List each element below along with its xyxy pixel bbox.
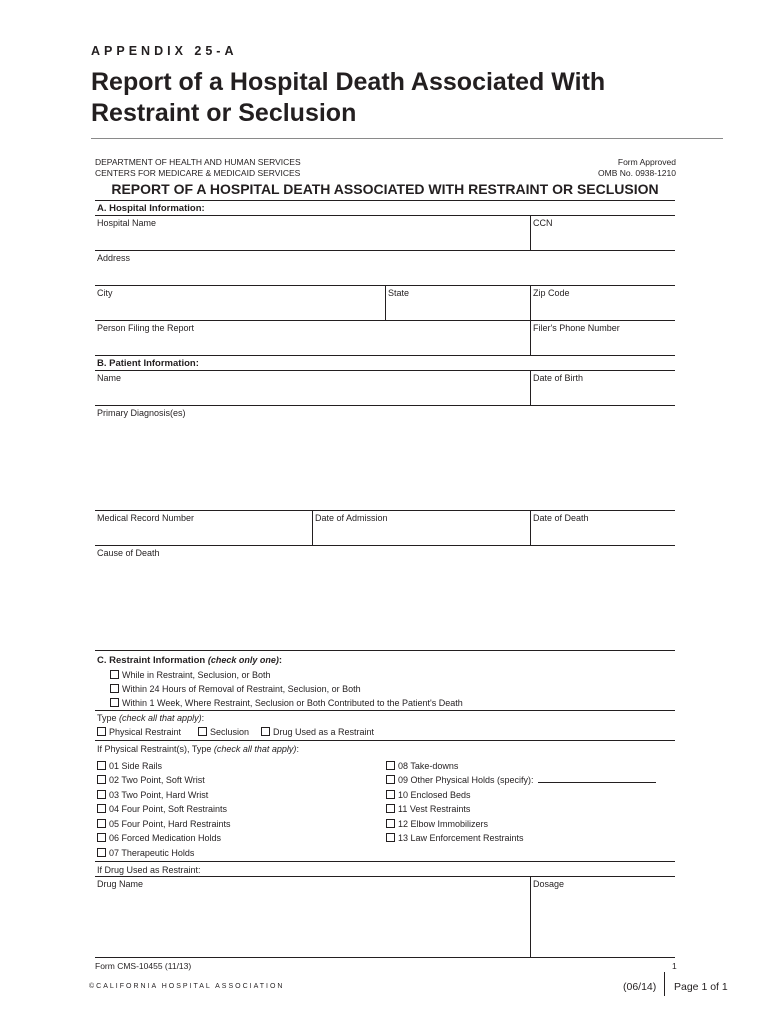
type-option-label: Seclusion [210, 727, 250, 737]
physical-option-label: 07 Therapeutic Holds [109, 848, 195, 858]
divider [95, 320, 675, 321]
footer-divider [664, 972, 665, 996]
timing-option-while[interactable] [110, 670, 271, 681]
divider [95, 355, 675, 356]
physical-option-08[interactable] [386, 761, 458, 772]
checkbox-icon[interactable] [261, 727, 270, 736]
checkbox-icon[interactable] [97, 804, 106, 813]
checkbox-icon[interactable] [110, 698, 119, 707]
date-of-birth-field[interactable]: Date of Birth [533, 373, 584, 383]
physical-option-02[interactable] [97, 775, 205, 786]
timing-option-label: Within 1 Week, Where Restraint, Seclusion or Both Contributed to the Patient's Death [122, 698, 463, 708]
divider [95, 710, 675, 711]
divider [95, 861, 675, 862]
physical-option-05[interactable] [97, 819, 231, 830]
physical-option-04[interactable] [97, 804, 227, 815]
physical-option-label: 02 Two Point, Soft Wrist [109, 775, 205, 785]
physical-option-09[interactable] [386, 775, 656, 786]
physical-option-label: 05 Four Point, Hard Restraints [109, 819, 231, 829]
appendix-label: APPENDIX 25-A [91, 44, 238, 58]
page-of-label: Page 1 of 1 [674, 981, 728, 993]
physical-option-label: 12 Elbow Immobilizers [398, 819, 489, 829]
title-divider [91, 138, 723, 139]
checkbox-icon[interactable] [97, 761, 106, 770]
checkbox-icon[interactable] [386, 775, 395, 784]
checkbox-icon[interactable] [97, 775, 106, 784]
type-option-drug[interactable] [261, 727, 374, 738]
timing-option-1-week[interactable] [110, 698, 463, 709]
zip-code-field[interactable]: Zip Code [533, 288, 570, 298]
date-of-admission-field[interactable]: Date of Admission [315, 513, 388, 523]
ccn-field[interactable]: CCN [533, 218, 553, 228]
divider [95, 200, 675, 201]
cell-divider [530, 215, 531, 250]
copyright-notice: ©CALIFORNIA HOSPITAL ASSOCIATION [89, 983, 285, 990]
section-b-heading: B. Patient Information: [97, 358, 199, 369]
divider [95, 957, 675, 958]
cause-of-death-field[interactable]: Cause of Death [97, 548, 160, 558]
divider [95, 876, 675, 877]
divider [95, 510, 675, 511]
type-label-text: Type [97, 713, 117, 723]
drug-used-label: If Drug Used as Restraint: [97, 865, 201, 875]
checkbox-icon[interactable] [386, 833, 395, 842]
page-title-line-2: Restraint or Seclusion [91, 99, 357, 127]
type-label-note: (check all that apply) [119, 713, 202, 723]
person-filing-field[interactable]: Person Filing the Report [97, 323, 195, 333]
department-line-2: CENTERS FOR MEDICARE & MEDICAID SERVICES [95, 167, 301, 178]
physical-option-03[interactable] [97, 790, 208, 801]
section-c-note: (check only one) [207, 655, 279, 665]
department-line-1: DEPARTMENT OF HEALTH AND HUMAN SERVICES [95, 157, 301, 167]
checkbox-icon[interactable] [386, 804, 395, 813]
city-field[interactable]: City [97, 288, 113, 298]
physical-type-label: If Physical Restraint(s), Type (check all that apply): [97, 744, 299, 754]
primary-diagnosis-field[interactable]: Primary Diagnosis(es) [97, 408, 186, 418]
checkbox-icon[interactable] [386, 761, 395, 770]
physical-option-label: 13 Law Enforcement Restraints [398, 833, 524, 843]
cell-divider [530, 876, 531, 957]
divider [95, 370, 675, 371]
dosage-field[interactable]: Dosage [533, 879, 565, 889]
physical-option-06[interactable] [97, 833, 221, 844]
checkbox-icon[interactable] [110, 670, 119, 679]
physical-option-10[interactable] [386, 790, 471, 801]
cell-divider [530, 320, 531, 355]
physical-type-label-text: If Physical Restraint(s), Type [97, 744, 212, 754]
physical-option-label: 06 Forced Medication Holds [109, 833, 222, 843]
physical-option-label: 01 Side Rails [109, 761, 163, 771]
cell-divider [530, 285, 531, 320]
physical-option-label: 11 Vest Restraints [398, 804, 471, 814]
page-title [91, 67, 731, 129]
divider [95, 650, 675, 651]
cell-divider [530, 370, 531, 405]
address-field[interactable]: Address [97, 253, 131, 263]
divider [95, 740, 675, 741]
revision-date: (06/14) [623, 981, 657, 993]
timing-option-label: Within 24 Hours of Removal of Restraint, Seclusion, or Both [122, 684, 361, 694]
form-number: Form CMS-10455 (11/13) [95, 961, 192, 971]
cell-divider [385, 285, 386, 320]
checkbox-icon[interactable] [97, 819, 106, 828]
specify-other-field[interactable] [538, 782, 656, 783]
divider [95, 405, 675, 406]
drug-name-field[interactable]: Drug Name [97, 879, 144, 889]
patient-name-field[interactable]: Name [97, 373, 122, 383]
divider [95, 250, 675, 251]
medical-record-number-field[interactable]: Medical Record Number [97, 513, 195, 523]
physical-option-12[interactable] [386, 819, 488, 830]
type-option-label: Physical Restraint [109, 727, 182, 737]
checkbox-icon[interactable] [97, 790, 106, 799]
physical-option-label: 09 Other Physical Holds (specify): [398, 775, 534, 785]
type-label: Type (check all that apply): [97, 713, 205, 723]
checkbox-icon[interactable] [97, 833, 106, 842]
checkbox-icon[interactable] [198, 727, 207, 736]
date-of-death-field[interactable]: Date of Death [533, 513, 589, 523]
physical-option-label: 04 Four Point, Soft Restraints [109, 804, 228, 814]
divider [95, 545, 675, 546]
hospital-name-field[interactable]: Hospital Name [97, 218, 157, 228]
form-approval-info [598, 157, 676, 178]
physical-option-label: 10 Enclosed Beds [398, 790, 471, 800]
type-option-seclusion[interactable] [198, 727, 249, 738]
physical-option-13[interactable] [386, 833, 524, 844]
omb-number: OMB No. 0938-1210 [598, 167, 676, 178]
timing-option-label: While in Restraint, Seclusion, or Both [122, 670, 271, 680]
department-info [95, 157, 301, 178]
section-c-heading: C. Restraint Information (check only one): [97, 655, 283, 666]
timing-option-24-hours[interactable] [110, 684, 361, 695]
divider [95, 215, 675, 216]
page-number: 1 [672, 961, 677, 971]
physical-option-11[interactable] [386, 804, 470, 815]
cell-divider [530, 510, 531, 545]
checkbox-icon[interactable] [97, 848, 106, 857]
state-field[interactable]: State [388, 288, 410, 298]
checkbox-icon[interactable] [386, 790, 395, 799]
physical-option-label: 03 Two Point, Hard Wrist [109, 790, 209, 800]
section-c-title: C. Restraint Information [97, 655, 206, 666]
form-approved-label: Form Approved [617, 157, 676, 167]
page-title-line-1: Report of a Hospital Death Associated With [91, 68, 606, 96]
checkbox-icon[interactable] [110, 684, 119, 693]
filer-phone-field[interactable]: Filer's Phone Number [533, 323, 620, 333]
form-title: REPORT OF A HOSPITAL DEATH ASSOCIATED WITH RESTRAINT OR SECLUSION [111, 181, 659, 197]
section-a-heading: A. Hospital Information: [97, 203, 205, 214]
cell-divider [312, 510, 313, 545]
physical-option-label: 08 Take-downs [398, 761, 459, 771]
checkbox-icon[interactable] [386, 819, 395, 828]
physical-option-01[interactable] [97, 761, 162, 772]
physical-option-07[interactable] [97, 848, 194, 859]
type-option-physical-restraint[interactable] [97, 727, 181, 738]
type-option-label: Drug Used as a Restraint [273, 727, 375, 737]
physical-type-label-note: (check all that apply) [213, 744, 297, 754]
checkbox-icon[interactable] [97, 727, 106, 736]
